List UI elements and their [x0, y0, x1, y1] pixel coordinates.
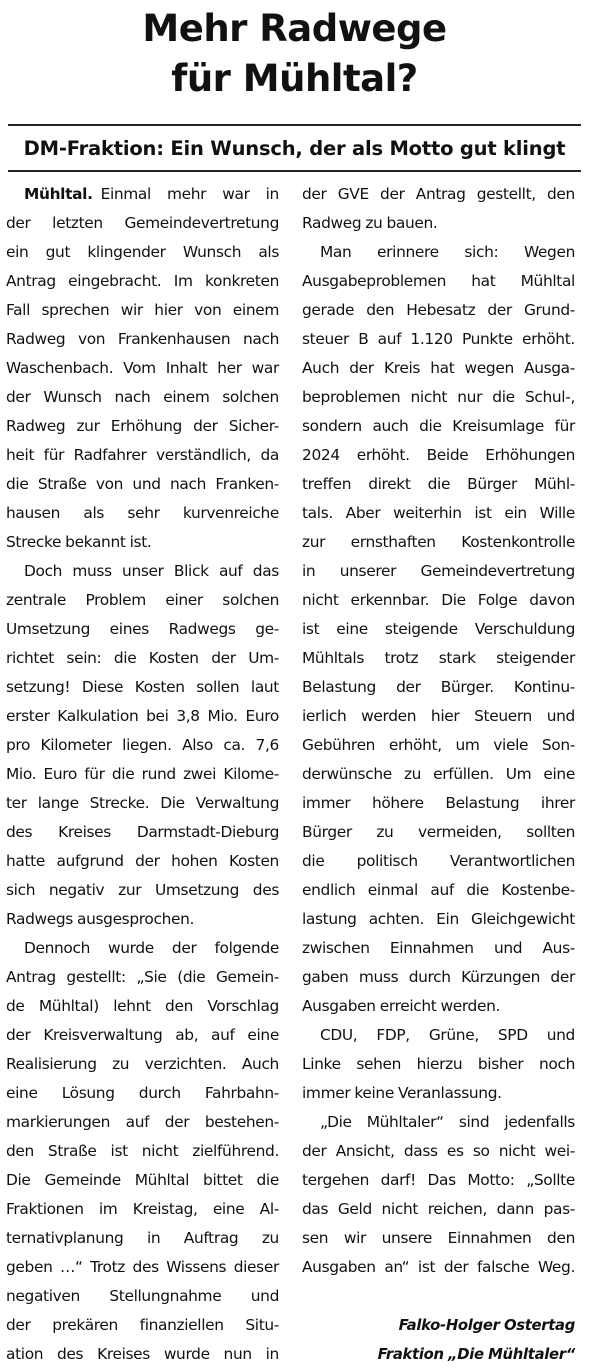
text-line: sondern auch die Kreisumlage für [302, 417, 575, 435]
headline [0, 4, 589, 104]
text-line: derwünsche zu erfüllen. Um eine [302, 765, 575, 783]
signature-org: Fraktion „Die Mühltaler“ [377, 1346, 575, 1363]
text-line: sen wir unsere Einnahmen den [302, 1229, 575, 1247]
text-line: 2024 erhöht. Beide Erhöhungen [302, 446, 575, 464]
subheadline: DM-Fraktion: Ein Wunsch, der als Motto gut klingt [23, 137, 566, 160]
text-line: Radweg zur Erhöhung der Sicher- [6, 417, 279, 435]
text-line: Man erinnere sich: Wegen [320, 243, 575, 261]
text-line: Strecke bekannt ist. [6, 533, 152, 551]
right-column-body [302, 180, 575, 1282]
text-line: lastung achten. Ein Gleichgewicht [302, 910, 575, 928]
text-line: setzung! Diese Kosten sollen laut [6, 678, 279, 696]
text-line: markierungen auf der bestehen- [6, 1113, 279, 1131]
text-line: den Straße ist nicht zielführend. [6, 1142, 279, 1160]
text-line: Fraktionen im Kreistag, eine Al- [6, 1200, 279, 1218]
text-line: der prekären finanziellen Situ- [6, 1316, 279, 1334]
text-line: Radweg zu bauen. [302, 214, 438, 232]
text-line: Auch der Kreis hat wegen Ausga- [302, 359, 575, 377]
text-line: der letzten Gemeindevertretung [6, 214, 279, 232]
text-line: treffen direkt die Bürger Mühl- [302, 475, 575, 493]
text-line: Doch muss unser Blick auf das [24, 562, 279, 580]
bottom-rule [8, 170, 581, 172]
text-line: nicht erkennbar. Die Folge davon [302, 591, 575, 609]
text-line: negativen Stellungnahme und [6, 1287, 279, 1305]
text-line: Antrag gestellt: „Sie (die Gemein- [6, 968, 279, 986]
signature-spacer [302, 1282, 575, 1311]
text-line: Gebühren erhöht, um viele Son- [302, 736, 575, 754]
text-line: zur ernsthaften Kostenkontrolle [302, 533, 575, 551]
headline-line-1: Mehr Radwege [142, 7, 447, 50]
text-line: sich negativ zur Umsetzung des [6, 881, 279, 899]
text-line: geben …“ Trotz des Wissens dieser [6, 1258, 279, 1276]
text-line: ternativplanung in Auftrag zu [6, 1229, 279, 1247]
text-line: tergehen darf! Das Motto: „Sollte [302, 1171, 575, 1189]
text-line: ation des Kreises wurde nun in [6, 1345, 279, 1363]
text-line: in unserer Gemeindevertretung [302, 562, 575, 580]
text-line: die politisch Verantwortlichen [302, 852, 575, 870]
article-column-left [6, 180, 279, 1369]
text-line: das Geld nicht reichen, dann pas- [302, 1200, 575, 1218]
top-rule [8, 124, 581, 126]
dateline: Mühltal. [24, 185, 93, 203]
text-line: tals. Aber weiterhin ist ein Wille [302, 504, 575, 522]
text-line: zwischen Einnahmen und Aus- [302, 939, 575, 957]
text-line: ist eine steigende Verschuldung [302, 620, 575, 638]
text-line: der GVE der Antrag gestellt, den [302, 185, 575, 203]
text-line: Dennoch wurde der folgende [24, 939, 279, 957]
text-line: der Ansicht, dass es so nicht wei- [302, 1142, 575, 1160]
text-line: der Wunsch nach einem solchen [6, 388, 279, 406]
text-line: des Kreises Darmstadt-Dieburg [6, 823, 279, 841]
text-line: eine Lösung durch Fahrbahn- [6, 1084, 279, 1102]
text-line: steuer B auf 1.120 Punkte erhöht. [302, 330, 575, 348]
text-line: Umsetzung eines Radwegs ge- [6, 620, 279, 638]
text-line: ierlich werden hier Steuern und [302, 707, 575, 725]
text-line: die Straße von und nach Franken- [6, 475, 279, 493]
text-line: endlich einmal auf die Kostenbe- [302, 881, 575, 899]
text-line: richtet sein: die Kosten der Um- [6, 649, 279, 667]
text-line: beproblemen nicht nur die Schul-, [302, 388, 575, 406]
article-column-right [302, 180, 575, 1369]
text-line: gaben muss durch Kürzungen der [302, 968, 575, 986]
text-line: Mio. Euro für die rund zwei Kilome- [6, 765, 279, 783]
text-line [6, 180, 279, 209]
text-line: de Mühltal) lehnt den Vorschlag [6, 997, 279, 1015]
text-line: Die Gemeinde Mühltal bittet die [6, 1171, 279, 1189]
text-line: erster Kalkulation bei 3,8 Mio. Euro [6, 707, 279, 725]
text-line: Linke sehen hierzu bisher noch [302, 1055, 575, 1073]
text-line: Ausgaben an“ ist der falsche Weg. [302, 1258, 575, 1276]
text-line: der Kreisverwaltung ab, auf eine [6, 1026, 279, 1044]
text-line: ter lange Strecke. Die Verwaltung [6, 794, 279, 812]
text-line: Belastung der Bürger. Kontinu- [302, 678, 575, 696]
text-line: Realisierung zu verzichten. Auch [6, 1055, 279, 1073]
signature-name: Falko-Holger Ostertag [398, 1317, 575, 1334]
text-line: Ausgaben erreicht werden. [302, 997, 501, 1015]
text-line: „Die Mühltaler“ sind jedenfalls [320, 1113, 575, 1131]
text-line: heit für Radfahrer verständlich, da [6, 446, 279, 464]
text-line: immer höhere Belastung ihrer [302, 794, 575, 812]
text-line: ein gut klingender Wunsch als [6, 243, 279, 261]
text-line: Ausgabeproblemen hat Mühltal [302, 272, 575, 290]
text-line: Fall sprechen wir hier von einem [6, 301, 279, 319]
text-line: hatte aufgrund der hohen Kosten [6, 852, 279, 870]
text-line: gerade den Hebesatz der Grund- [302, 301, 575, 319]
text-line: CDU, FDP, Grüne, SPD und [320, 1026, 575, 1044]
text-line: Bürger zu vermeiden, sollten [302, 823, 575, 841]
text-line: immer keine Veranlassung. [302, 1084, 502, 1102]
text-line: Radwegs ausgesprochen. [6, 910, 195, 928]
text-line: Radweg von Frankenhausen nach [6, 330, 279, 348]
text-line: Mühltals trotz stark steigender [302, 649, 575, 667]
text-line: hausen als sehr kurvenreiche [6, 504, 279, 522]
line-text: Einmal mehr war in [100, 185, 279, 203]
text-line: zentrale Problem einer solchen [6, 591, 279, 609]
headline-line-2: für Mühltal? [171, 57, 418, 100]
text-line: Waschenbach. Vom Inhalt her war [6, 359, 279, 377]
text-line: pro Kilometer liegen. Also ca. 7,6 [6, 736, 279, 754]
text-line: Antrag eingebracht. Im konkreten [6, 272, 279, 290]
